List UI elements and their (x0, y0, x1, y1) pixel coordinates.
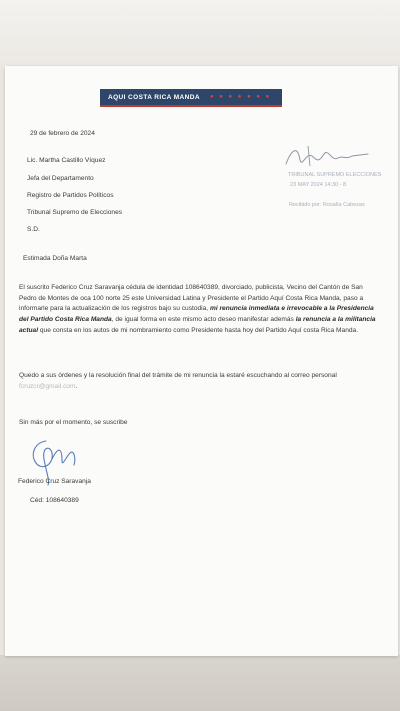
letterhead-decoration: ● ● ● ● ● ● ● (209, 94, 272, 100)
paragraph1-emphasis-a: mi renuncia inmediata e irrevocable a la Presidencia del Partido Costa Rica Manda (19, 305, 374, 324)
recipient-line-4: Tribunal Supremo de Elecciones (27, 209, 123, 216)
letterhead-title: AQUI COSTA RICA MANDA (108, 93, 200, 101)
signer-id: Céd: 108640389 (30, 497, 79, 504)
recipient-line-2: Jefa del Departamento (27, 175, 94, 182)
email-address: fcruzcr@gmail.com (19, 382, 76, 390)
paragraph-resignation (19, 283, 381, 337)
stamp-line-1: TRIBUNAL SUPREMO ELECCIONES (288, 172, 382, 178)
closing-line: Sin más por el momento, se suscribe (19, 419, 128, 426)
party-letterhead-banner (100, 89, 282, 107)
paragraph2-text: Quedo a sus órdenes y la resolución final del trámite de mi renuncia la estaré escuchando al correo personal (19, 372, 337, 379)
recipient-line-3: Registro de Partidos Políticos (27, 192, 114, 199)
paragraph1-text-b: , de igual forma en este mismo acto deseo manifestar además (111, 316, 296, 324)
paragraph1-emphasis-b: la renuncia a la militancia actual (19, 316, 376, 334)
signer-name: Federico Cruz Saravanja (18, 478, 91, 485)
paragraph2-end: . (75, 382, 78, 390)
paragraph-contact (19, 371, 381, 392)
stamp-line-2: 23 MAY 2024 14:30 - 8 (290, 182, 347, 188)
letter-date: 29 de febrero de 2024 (30, 130, 95, 137)
recipient-line-5: S.D. (27, 226, 40, 233)
reception-stamp-signature-icon (282, 142, 376, 172)
background-top (0, 0, 400, 70)
greeting: Estimada Doña Marta (23, 255, 87, 262)
paragraph1-text-c: que consta en los autos de mi nombramiento como Presidente hasta hoy del Partido Aquí costa Rica Manda. (38, 326, 359, 334)
background-bottom (0, 655, 400, 711)
stamp-line-3: Recibido por: Rosalía Cabezas (289, 202, 365, 208)
recipient-line-1: Lic. Martha Castillo Víquez (27, 157, 106, 164)
paragraph1-text-a: El suscrito Federico Cruz Saravanja cédula de identidad 108640389, divorciado, publicista, Vecino del Cantón de San Pedro de Montes de oca 100 norte 25 este Universidad Latina y Presidente el Partido Aquí Costa Rica Manda, paso a informarle para la actualización de los registros bajo su custodia, (19, 284, 364, 313)
